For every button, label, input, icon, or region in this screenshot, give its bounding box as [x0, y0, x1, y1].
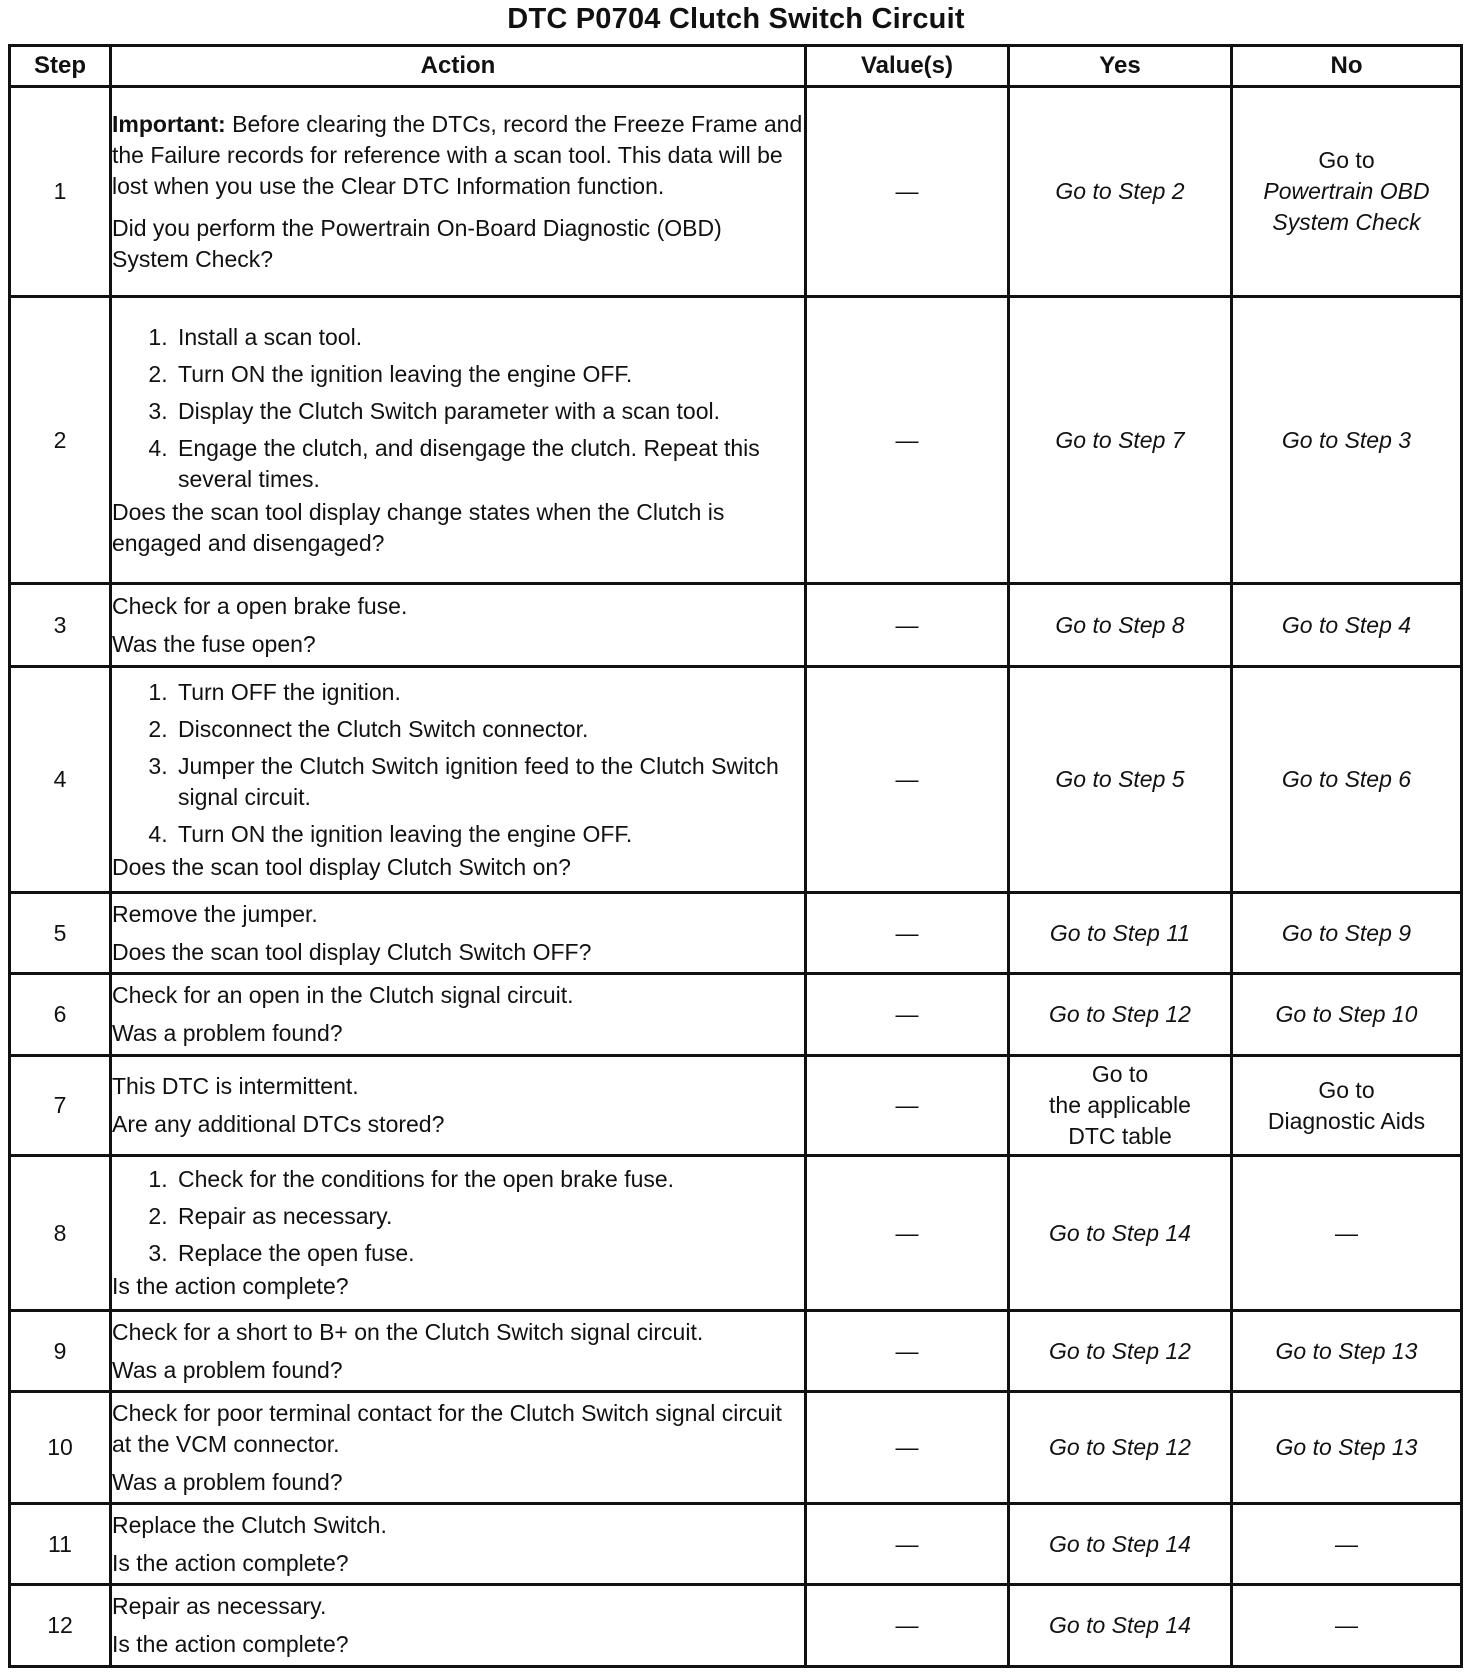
action-question: Did you perform the Powertrain On-Board Diagnostic (OBD) System Check?: [112, 214, 722, 272]
action-text: Check for an open in the Clutch signal circuit.: [112, 982, 574, 1008]
action-question: Are any additional DTCs stored?: [112, 1111, 445, 1137]
value-cell: [806, 1504, 1009, 1585]
no-line: Go to: [1318, 1076, 1375, 1103]
no-cell: [1232, 1056, 1462, 1156]
action-question: Was a problem found?: [112, 1356, 343, 1383]
value-dash: —: [895, 1337, 919, 1364]
no-cell: Go to Step 10: [1232, 974, 1462, 1056]
action-cell: [111, 87, 806, 297]
no-cell: [1232, 87, 1462, 297]
action-text: Check for a open brake fuse.: [112, 592, 408, 619]
table-row: [10, 1585, 1462, 1667]
yes-cell: Go to Step 7: [1009, 297, 1232, 584]
table-header-row: [10, 46, 1462, 87]
step-number: 7: [10, 1056, 111, 1156]
action-list: [112, 1164, 804, 1269]
list-item: 3. Replace the open fuse.: [174, 1238, 804, 1269]
list-item: 4. Turn ON the ignition leaving the engine OFF.: [174, 819, 804, 850]
important-label: Important:: [112, 110, 226, 137]
yes-cell: Go to Step 5: [1009, 667, 1232, 893]
table-row: [10, 1056, 1462, 1156]
value-dash: —: [895, 1530, 919, 1557]
no-cell: Go to Step 6: [1232, 667, 1462, 893]
action-text: Remove the jumper.: [112, 900, 318, 927]
list-item: 1. Install a scan tool.: [174, 322, 804, 353]
step-number: 4: [10, 667, 111, 893]
value-dash: —: [895, 426, 919, 453]
action-cell: [111, 1311, 806, 1392]
no-cell: Go to Step 3: [1232, 297, 1462, 584]
step-number: 9: [10, 1311, 111, 1392]
no-cell: —: [1232, 1585, 1462, 1667]
action-cell: [111, 667, 806, 893]
action-text: Replace the Clutch Switch.: [112, 1511, 387, 1538]
value-dash: —: [895, 1001, 919, 1027]
page-title: DTC P0704 Clutch Switch Circuit: [507, 3, 965, 35]
action-cell: [111, 974, 806, 1056]
yes-cell: [1009, 1056, 1232, 1156]
value-dash: —: [895, 1092, 919, 1118]
step-number: 3: [10, 584, 111, 667]
step-number: 11: [10, 1504, 111, 1585]
action-cell: [111, 893, 806, 974]
table-row: [10, 1392, 1462, 1504]
action-question: Does the scan tool display change states when the Clutch is engaged and disengaged?: [112, 498, 725, 556]
action-text: This DTC is intermittent.: [112, 1073, 359, 1099]
value-dash: —: [895, 1434, 919, 1460]
no-cell: Go to Step 9: [1232, 893, 1462, 974]
action-text: Check for a short to B+ on the Clutch Switch signal circuit.: [112, 1318, 704, 1345]
table-row: [10, 584, 1462, 667]
action-list: [112, 677, 804, 850]
action-question: Is the action complete?: [112, 1631, 349, 1657]
table-row: [10, 667, 1462, 893]
yes-cell: Go to Step 12: [1009, 1311, 1232, 1392]
list-item: 1. Check for the conditions for the open brake fuse.: [174, 1164, 804, 1195]
no-line: Diagnostic Aids: [1267, 1107, 1426, 1134]
value-cell: [806, 1156, 1009, 1311]
action-cell: [111, 1392, 806, 1504]
table-row: [10, 1504, 1462, 1585]
table-row: [10, 87, 1462, 297]
value-cell: [806, 893, 1009, 974]
action-cell: [111, 584, 806, 667]
value-dash: —: [895, 611, 919, 638]
value-cell: [806, 1056, 1009, 1156]
yes-cell: Go to Step 2: [1009, 87, 1232, 297]
no-cell: —: [1232, 1156, 1462, 1311]
yes-cell: Go to Step 14: [1009, 1585, 1232, 1667]
value-cell: [806, 667, 1009, 893]
yes-cell: Go to Step 11: [1009, 893, 1232, 974]
table-row: [10, 893, 1462, 974]
header-action: Action: [111, 46, 806, 87]
yes-cell: Go to Step 14: [1009, 1156, 1232, 1311]
step-number: 5: [10, 893, 111, 974]
action-question: Is the action complete?: [112, 1273, 349, 1299]
value-dash: —: [895, 1612, 919, 1638]
step-number: 6: [10, 974, 111, 1056]
action-question: Was the fuse open?: [112, 630, 316, 657]
action-question: Was a problem found?: [112, 1468, 343, 1495]
table-row: [10, 1156, 1462, 1311]
list-item: 2. Disconnect the Clutch Switch connector.: [174, 714, 804, 745]
no-cell: Go to Step 4: [1232, 584, 1462, 667]
yes-line: Go to: [1091, 1061, 1149, 1087]
action-text: Check for poor terminal contact for the Clutch Switch signal circuit at the VCM connector.: [112, 1399, 782, 1457]
action-question: Is the action complete?: [112, 1549, 349, 1576]
yes-cell: Go to Step 14: [1009, 1504, 1232, 1585]
step-number: 12: [10, 1585, 111, 1667]
no-line-ref: Powertrain OBD System Check: [1263, 178, 1430, 235]
table-row: [10, 1311, 1462, 1392]
value-cell: [806, 297, 1009, 584]
step-number: 1: [10, 87, 111, 297]
important-text: Before clearing the DTCs, record the Freeze Frame and the Failure records for reference with a scan tool. This data will be lost when you use the Clear DTC Information function.: [112, 110, 803, 199]
value-cell: [806, 1311, 1009, 1392]
action-cell: [111, 1056, 806, 1156]
yes-cell: Go to Step 8: [1009, 584, 1232, 667]
list-item: 1. Turn OFF the ignition.: [174, 677, 804, 708]
action-cell: [111, 1504, 806, 1585]
value-cell: [806, 87, 1009, 297]
action-question: Does the scan tool display Clutch Switch OFF?: [112, 938, 592, 965]
yes-line: the applicable: [1049, 1092, 1191, 1118]
action-cell: [111, 1156, 806, 1311]
value-dash: —: [895, 919, 919, 946]
action-cell: [111, 1585, 806, 1667]
yes-line: DTC table: [1068, 1123, 1172, 1149]
important-note: [112, 109, 804, 202]
step-number: 8: [10, 1156, 111, 1311]
header-yes: Yes: [1009, 46, 1232, 87]
yes-cell: Go to Step 12: [1009, 974, 1232, 1056]
value-dash: —: [895, 766, 919, 792]
action-question: Does the scan tool display Clutch Switch on?: [112, 853, 571, 880]
action-list: [112, 322, 804, 495]
step-number: 2: [10, 297, 111, 584]
dtc-table: [8, 44, 1463, 1668]
yes-cell: Go to Step 12: [1009, 1392, 1232, 1504]
action-cell: [111, 297, 806, 584]
value-cell: [806, 1392, 1009, 1504]
value-cell: [806, 974, 1009, 1056]
table-row: [10, 297, 1462, 584]
header-step: Step: [10, 46, 111, 87]
header-no: No: [1232, 46, 1462, 87]
list-item: 3. Jumper the Clutch Switch ignition feed to the Clutch Switch signal circuit.: [174, 751, 804, 813]
value-dash: —: [895, 1219, 919, 1246]
action-text: Repair as necessary.: [112, 1593, 327, 1619]
no-cell: Go to Step 13: [1232, 1392, 1462, 1504]
value-cell: [806, 1585, 1009, 1667]
no-line: Go to: [1318, 147, 1375, 173]
table-row: [10, 974, 1462, 1056]
no-cell: —: [1232, 1504, 1462, 1585]
action-question: Was a problem found?: [112, 1020, 343, 1046]
header-values: Value(s): [806, 46, 1009, 87]
no-cell: Go to Step 13: [1232, 1311, 1462, 1392]
list-item: 2. Repair as necessary.: [174, 1201, 804, 1232]
value-cell: [806, 584, 1009, 667]
list-item: 2. Turn ON the ignition leaving the engine OFF.: [174, 359, 804, 390]
value-dash: —: [895, 178, 919, 204]
step-number: 10: [10, 1392, 111, 1504]
list-item: 4. Engage the clutch, and disengage the clutch. Repeat this several times.: [174, 433, 804, 495]
list-item: 3. Display the Clutch Switch parameter with a scan tool.: [174, 396, 804, 427]
